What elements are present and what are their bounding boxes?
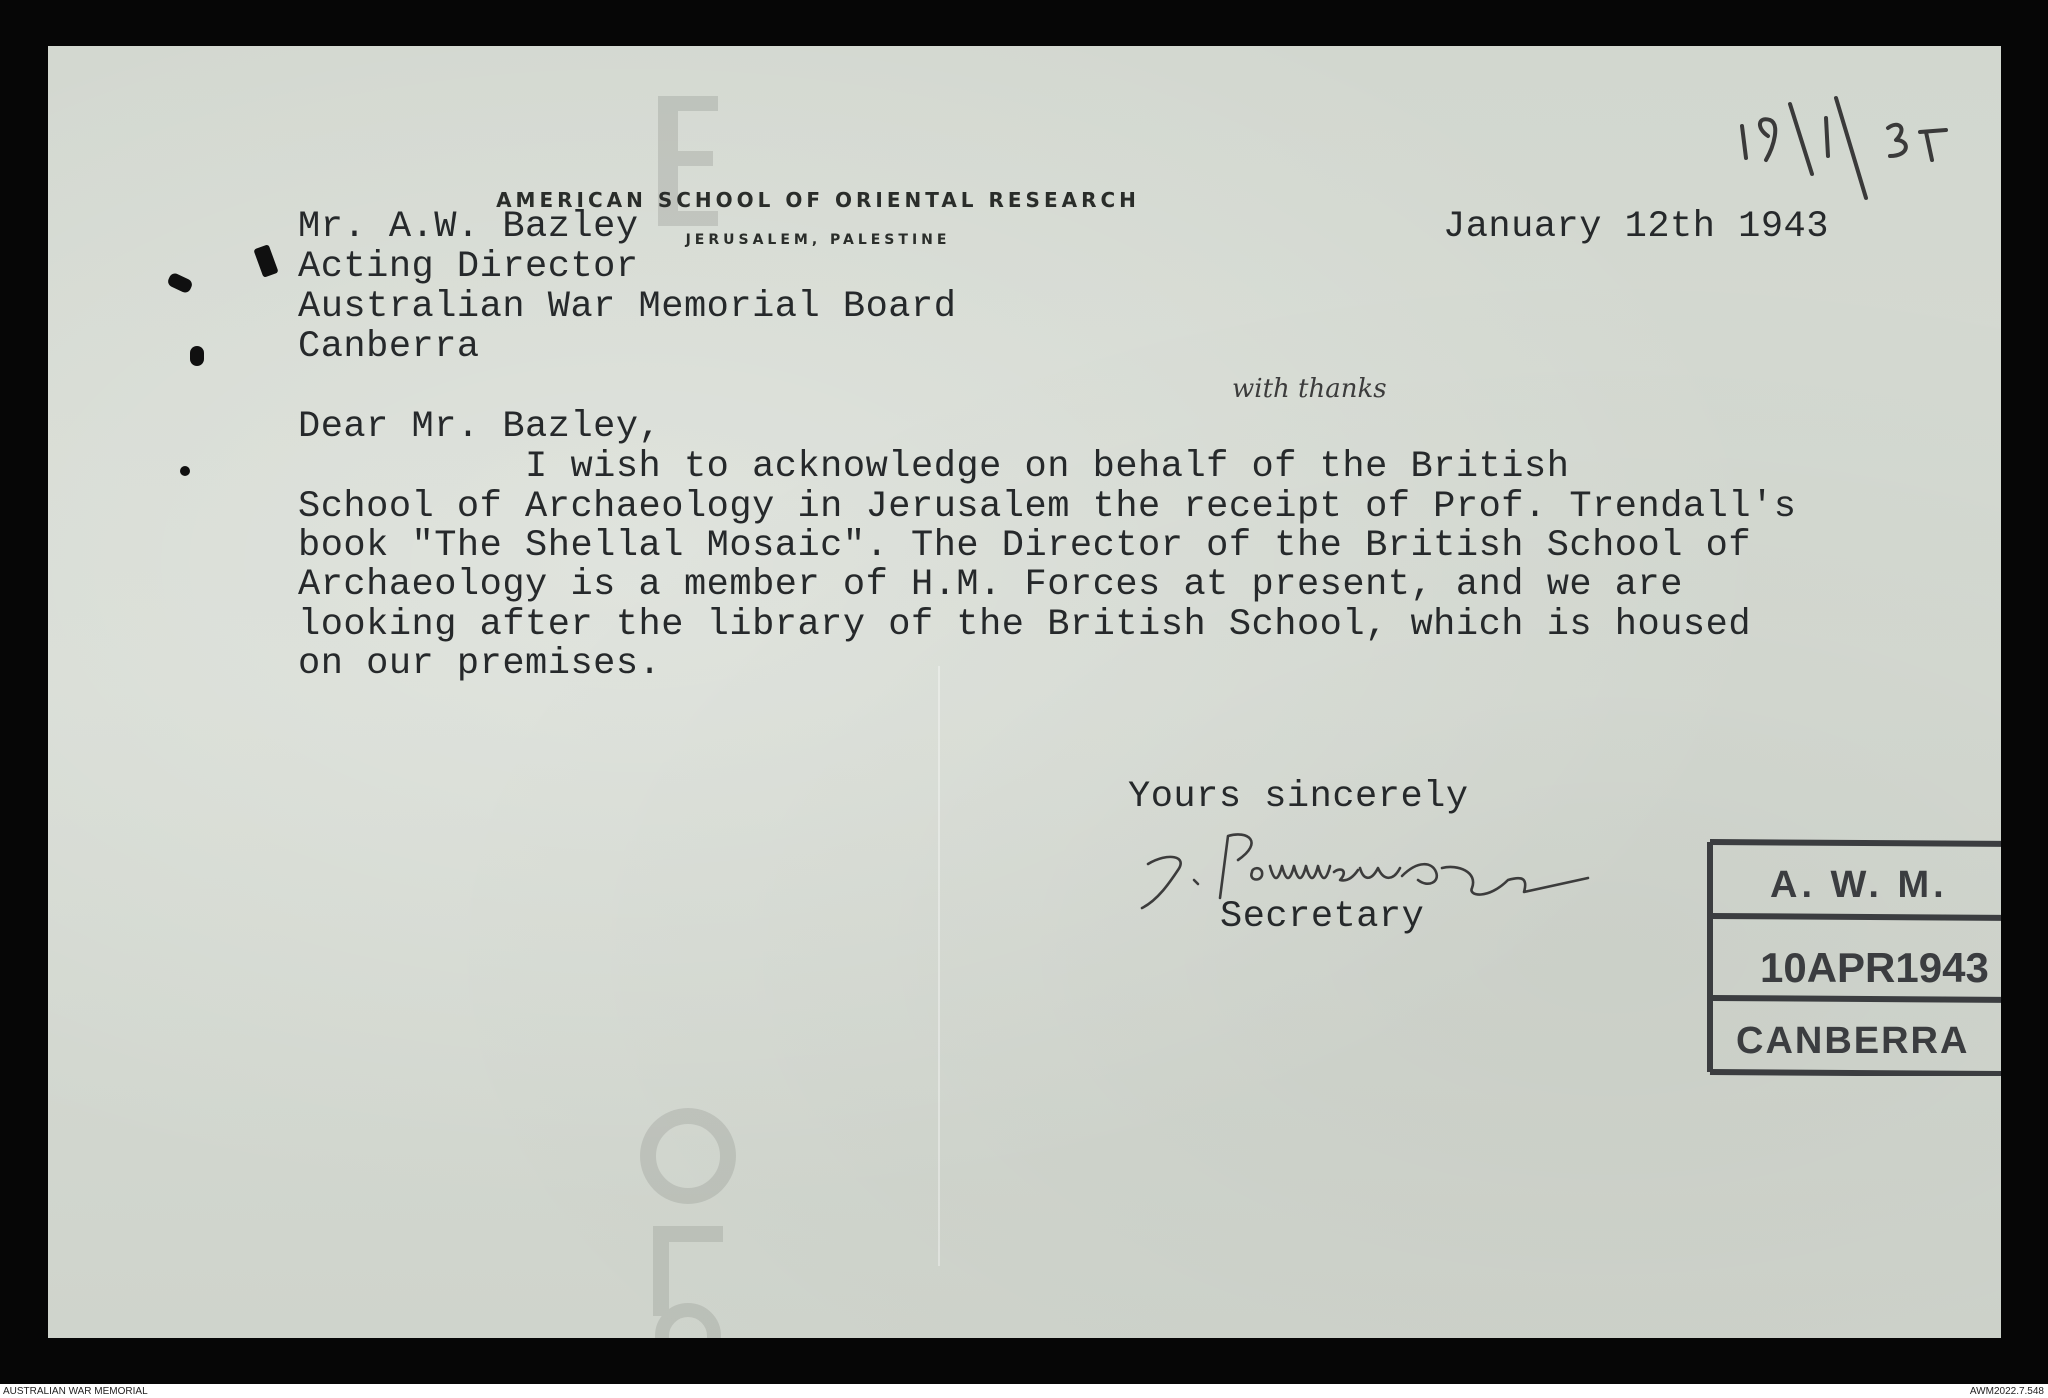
body-line: School of Archaeology in Jerusalem the receipt of Prof. Trendall's: [298, 486, 1797, 528]
body-line: looking after the library of the British School, which is housed: [298, 604, 1752, 646]
signatory-title: Secretary: [1220, 896, 1425, 938]
recipient-city: Canberra: [298, 326, 480, 368]
letterhead-organization: AMERICAN SCHOOL OF ORIENTAL RESEARCH: [496, 188, 1140, 212]
punch-hole: [180, 466, 190, 476]
stamp-line2: 10APR1943: [1760, 944, 1989, 991]
handwritten-insertion: with thanks: [1232, 374, 1387, 404]
recipient-organization: Australian War Memorial Board: [298, 286, 957, 328]
footer-accession: AWM2022.7.548: [1969, 1386, 2044, 1397]
handwritten-date: [1728, 86, 1998, 206]
stamp-line1: A. W. M.: [1770, 864, 1948, 906]
stamp-line3: CANBERRA: [1736, 1020, 1970, 1062]
paper-fold: [938, 666, 940, 1266]
body-line: Archaeology is a member of H.M. Forces at present, and we are: [298, 564, 1683, 606]
body-line: book "The Shellal Mosaic". The Director of the British School of: [298, 525, 1752, 567]
recipient-name: Mr. A.W. Bazley: [298, 206, 639, 248]
letter-date: January 12th 1943: [1443, 206, 1829, 248]
received-stamp: [1704, 836, 2001, 1076]
body-line: I wish to acknowledge on behalf of the British: [298, 446, 1570, 488]
punch-hole: [166, 272, 194, 295]
punch-hole: [253, 244, 278, 278]
emboss-watermark: [638, 1096, 738, 1338]
closing: Yours sincerely: [1128, 776, 1469, 818]
salutation: Dear Mr. Bazley,: [298, 406, 662, 448]
recipient-title: Acting Director: [298, 246, 639, 288]
body-line: on our premises.: [298, 643, 662, 685]
letterhead-location: JERUSALEM, PALESTINE: [685, 232, 951, 248]
punch-hole: [190, 346, 204, 366]
footer-source: AUSTRALIAN WAR MEMORIAL: [3, 1386, 148, 1397]
emboss-watermark: [638, 86, 738, 236]
letter-paper: [48, 46, 2001, 1338]
